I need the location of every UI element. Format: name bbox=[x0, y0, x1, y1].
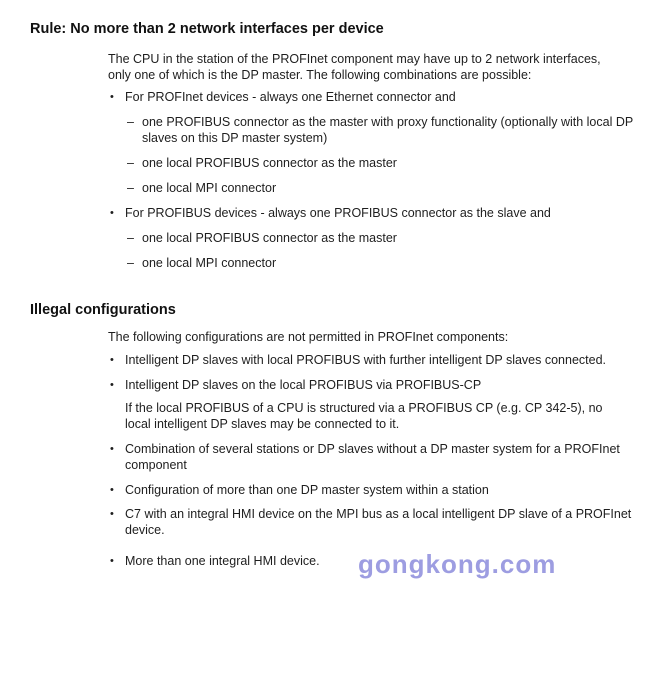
list-item-text: C7 with an integral HMI device on the MPI bus as a local intelligent DP slave of a PROFInet device. bbox=[125, 507, 632, 537]
bullet-icon: • bbox=[110, 379, 114, 391]
list-item bbox=[108, 89, 642, 105]
bullet-icon: • bbox=[110, 508, 114, 520]
dash-icon: – bbox=[127, 181, 134, 195]
list-item bbox=[108, 377, 642, 393]
list-item-text: For PROFInet devices - always one Ethernet connector and bbox=[125, 90, 456, 104]
list-item bbox=[108, 255, 642, 271]
list-item-text: one local PROFIBUS connector as the master bbox=[142, 156, 397, 170]
list-item-text: Configuration of more than one DP master system within a station bbox=[125, 483, 489, 497]
dash-icon: – bbox=[127, 256, 134, 270]
list-item-text: Intelligent DP slaves on the local PROFIBUS via PROFIBUS-CP bbox=[125, 378, 482, 392]
dash-icon: – bbox=[127, 231, 134, 245]
illegal-intro-paragraph: The following configurations are not permitted in PROFInet components: bbox=[108, 330, 509, 344]
list-item-text: Combination of several stations or DP slaves without a DP master system for a PROFInet component bbox=[125, 442, 620, 472]
bullet-icon: • bbox=[110, 443, 114, 455]
list-item bbox=[108, 441, 642, 473]
list-item-text: Intelligent DP slaves with local PROFIBUS with further intelligent DP slaves connected. bbox=[125, 353, 607, 367]
section-heading-illegal-configurations: Illegal configurations bbox=[30, 302, 176, 318]
gongkong-watermark: gongkong.com bbox=[358, 549, 557, 579]
list-item bbox=[108, 114, 642, 146]
list-item bbox=[108, 155, 642, 171]
section-heading-rule: Rule: No more than 2 network interfaces per device bbox=[30, 21, 384, 37]
bullet-icon: • bbox=[110, 484, 114, 496]
section-illegal-content bbox=[108, 329, 642, 569]
list-item-text: one local MPI connector bbox=[142, 256, 277, 270]
list-item bbox=[108, 180, 642, 196]
list-item bbox=[108, 205, 642, 221]
list-item-text: one local MPI connector bbox=[142, 181, 277, 195]
dash-icon: – bbox=[127, 156, 134, 170]
list-item-text: one local PROFIBUS connector as the master bbox=[142, 231, 397, 245]
bullet-icon: • bbox=[110, 91, 114, 103]
list-item-note: If the local PROFIBUS of a CPU is structured via a PROFIBUS CP (e.g. CP 342-5), no local intelligent DP slaves may be connected to it. bbox=[125, 401, 603, 431]
list-item bbox=[108, 230, 642, 246]
list-item-text: For PROFIBUS devices - always one PROFIBUS connector as the slave and bbox=[125, 206, 551, 220]
list-item-text: More than one integral HMI device. bbox=[125, 554, 320, 568]
list-item bbox=[108, 352, 642, 368]
list-item bbox=[108, 482, 642, 498]
rule-intro-paragraph: The CPU in the station of the PROFInet component may have up to 2 network interfaces, only one of which is the DP master. The following combinations are possible: bbox=[108, 52, 601, 82]
bullet-icon: • bbox=[110, 207, 114, 219]
list-item bbox=[108, 506, 642, 538]
list-item-text: one PROFIBUS connector as the master with proxy functionality (optionally with local DP slaves on this DP master system) bbox=[142, 115, 633, 145]
bullet-icon: • bbox=[110, 354, 114, 366]
section-rule-content bbox=[108, 51, 642, 271]
dash-icon: – bbox=[127, 115, 134, 129]
bullet-icon: • bbox=[110, 555, 114, 567]
